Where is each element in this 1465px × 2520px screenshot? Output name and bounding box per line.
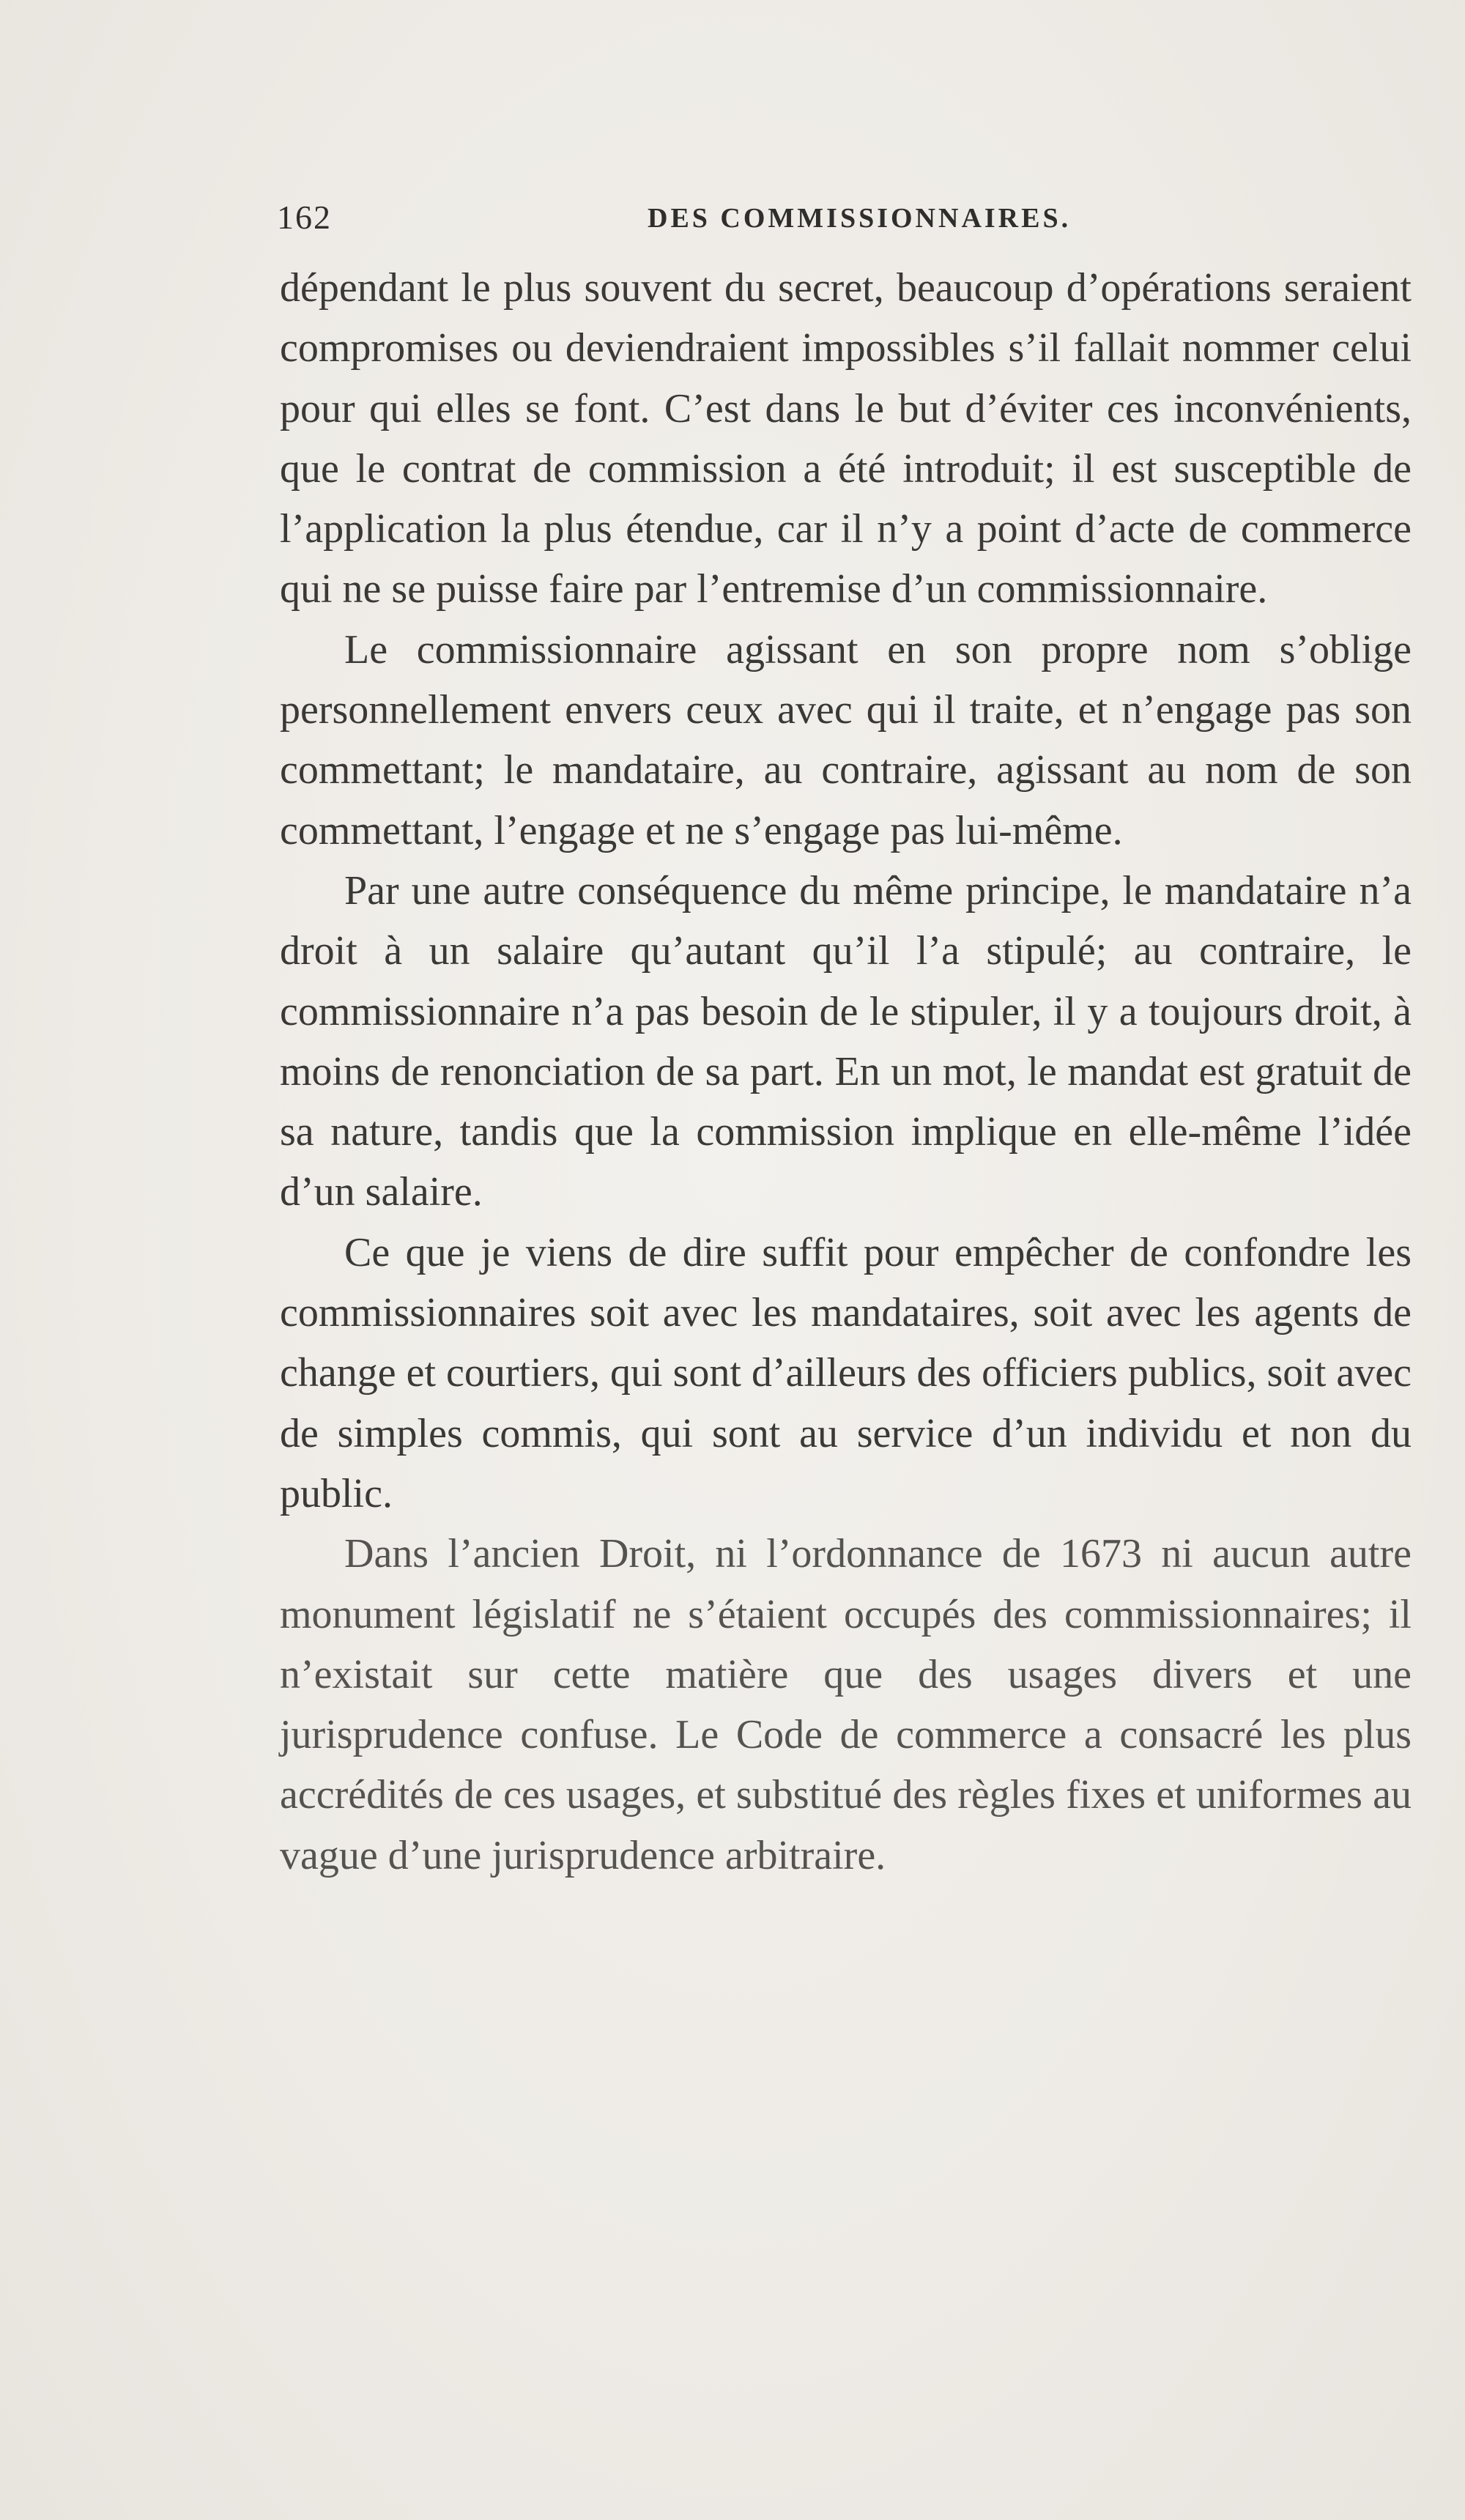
paragraph-3: Par une autre conséquence du même principe, le mandataire n’a droit à un salaire qu’autant qu’il l’a stipulé; au contraire, le commissionnaire n’a pas besoin de le stipuler, il y a toujours droit, à moins de renonciation de sa part. En un mot, le mandat est gratuit de sa nature, tandis que la commission implique en elle-même l’idée d’un salaire. [280,867,1412,1215]
paragraph-4: Ce que je viens de dire suffit pour empêcher de confondre les commissionnaires soit avec les mandataires, soit avec les agents de change et courtiers, qui sont d’ailleurs des officiers publics, soit avec de simples commis, qui sont au service d’un individu et non du public. [280,1229,1412,1516]
paragraph-2: Le commissionnaire agissant en son propre nom s’oblige personnellement envers ceux avec qui il traite, et n’engage pas son commettant; le mandataire, au contraire, agissant au nom de son commettant, l’engage et ne s’engage pas lui-même. [280,626,1412,853]
page-header [277,198,1420,242]
paragraph-1: dépendant le plus souvent du secret, beaucoup d’opérations seraient compromises ou deviendraient impossibles s’il fallait nommer celui pour qui elles se font. C’est dans le but d’éviter ces inconvénients, que le contrat de commission a été introduit; il est susceptible de l’application la plus étendue, car il n’y a point d’acte de commerce qui ne se puisse faire par l’entremise d’un commissionnaire. [280,265,1412,612]
page-number: 162 [277,199,332,236]
running-title: DES COMMISSIONNAIRES. [648,203,1072,234]
paragraph-5: Dans l’ancien Droit, ni l’ordonnance de 1673 ni aucun autre monument législatif ne s’étaient occupés des commissionnaires; il n’existait sur cette matière que des usages divers et une jurisprudence confuse. Le Code de commerce a consacré les plus accrédités de ces usages, et substitué des règles fixes et uniformes au vague d’une jurisprudence arbitraire. [280,1531,1412,1878]
body-text [280,258,1412,1886]
